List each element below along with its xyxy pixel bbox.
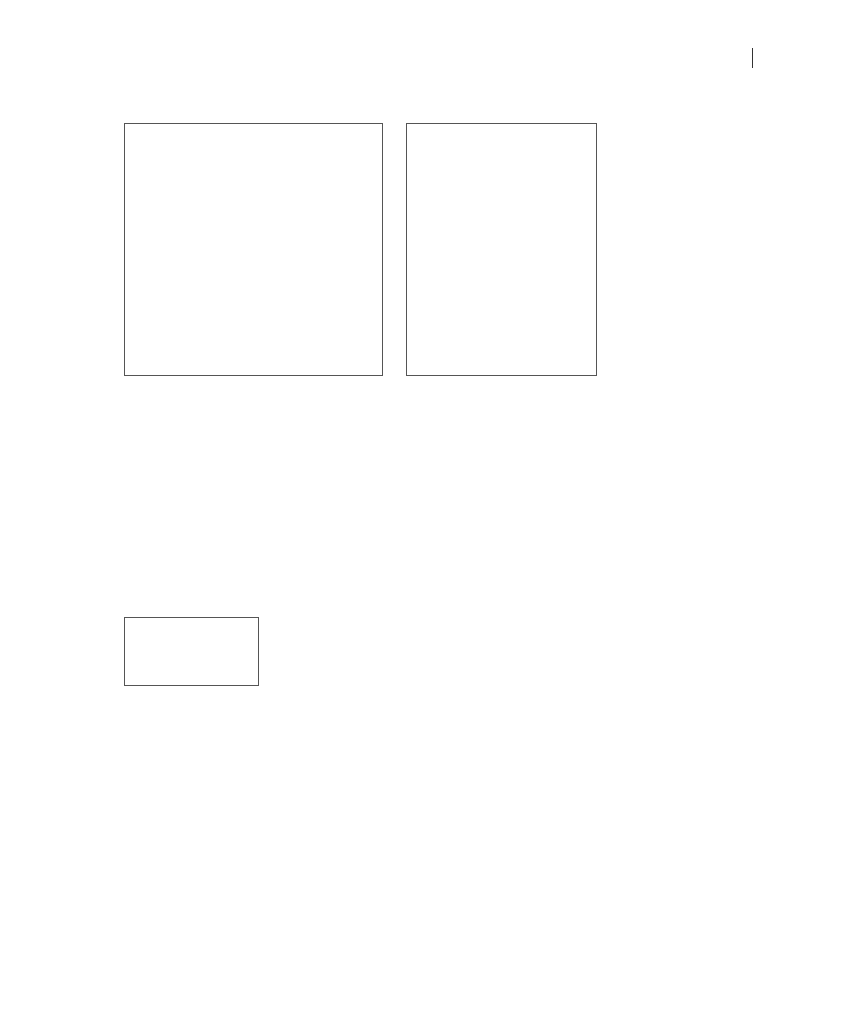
network-graph-icon [125, 618, 258, 685]
running-header [746, 49, 763, 67]
multiway-evolution-deduplicated-icon [407, 124, 596, 375]
network-step-panel [124, 617, 259, 686]
multiway-evolution-tree-icon [125, 124, 382, 375]
multiway-dedup-panel [406, 123, 597, 376]
multiway-tree-panel [124, 123, 383, 376]
header-divider [752, 48, 753, 68]
body-paragraph [124, 403, 596, 426]
